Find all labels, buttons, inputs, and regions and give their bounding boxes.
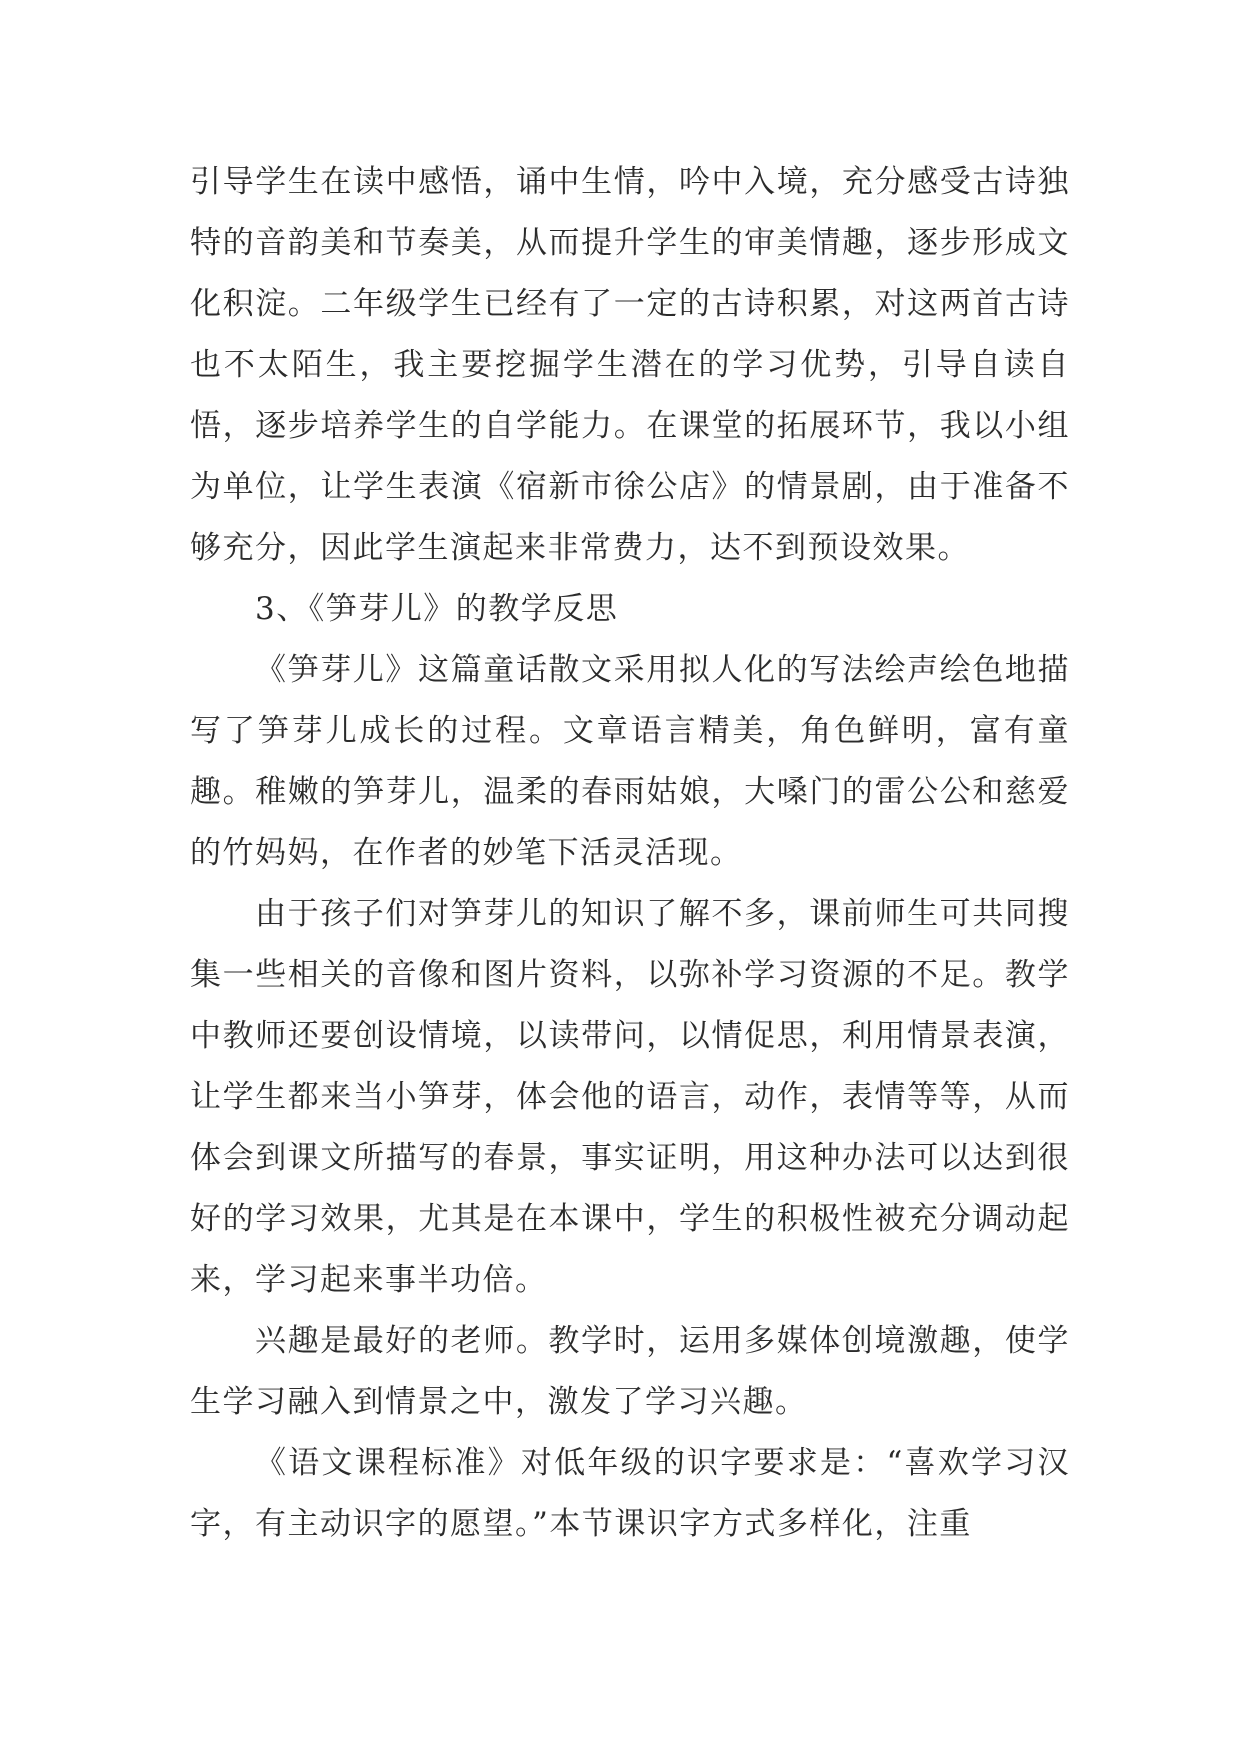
paragraph-curriculum-standard: 《语文课程标准》对低年级的识字要求是：“喜欢学习汉字，有主动识字的愿望。”本节课识字方式多样化，注重	[190, 1445, 1070, 1542]
paragraph-intro-continuation: 引导学生在读中感悟，诵中生情，吟中入境，充分感受古诗独特的音韵美和节奏美，从而提升学生的审美情趣，逐步形成文化积淀。二年级学生已经有了一定的古诗积累，对这两首古诗也不太陌生，我主要挖掘学生潜在的学习优势，引导自读自悟，逐步培养学生的自学能力。在课堂的拓展环节，我以小组为单位，让学生表演《宿新市徐公店》的情景剧，由于准备不够充分，因此学生演起来非常费力，达不到预设效果。	[190, 164, 1070, 566]
section-heading-sunyaer-reflection: 3、《笋芽儿》的教学反思	[255, 591, 619, 627]
document-body	[190, 152, 1070, 1555]
paragraph-sunyaer-summary: 《笋芽儿》这篇童话散文采用拟人化的写法绘声绘色地描写了笋芽儿成长的过程。文章语言精美，角色鲜明，富有童趣。稚嫩的笋芽儿，温柔的春雨姑娘，大嗓门的雷公公和慈爱的竹妈妈，在作者的妙笔下活灵活现。	[190, 652, 1070, 871]
paragraph-teaching-method: 由于孩子们对笋芽儿的知识了解不多，课前师生可共同搜集一些相关的音像和图片资料，以弥补学习资源的不足。教学中教师还要创设情境，以读带问，以情促思，利用情景表演，让学生都来当小笋芽，体会他的语言，动作，表情等等，从而体会到课文所描写的春景，事实证明，用这种办法可以达到很好的学习效果，尤其是在本课中，学生的积极性被充分调动起来，学习起来事半功倍。	[190, 896, 1070, 1298]
paragraph-interest: 兴趣是最好的老师。教学时，运用多媒体创境激趣，使学生学习融入到情景之中，激发了学习兴趣。	[190, 1323, 1070, 1420]
